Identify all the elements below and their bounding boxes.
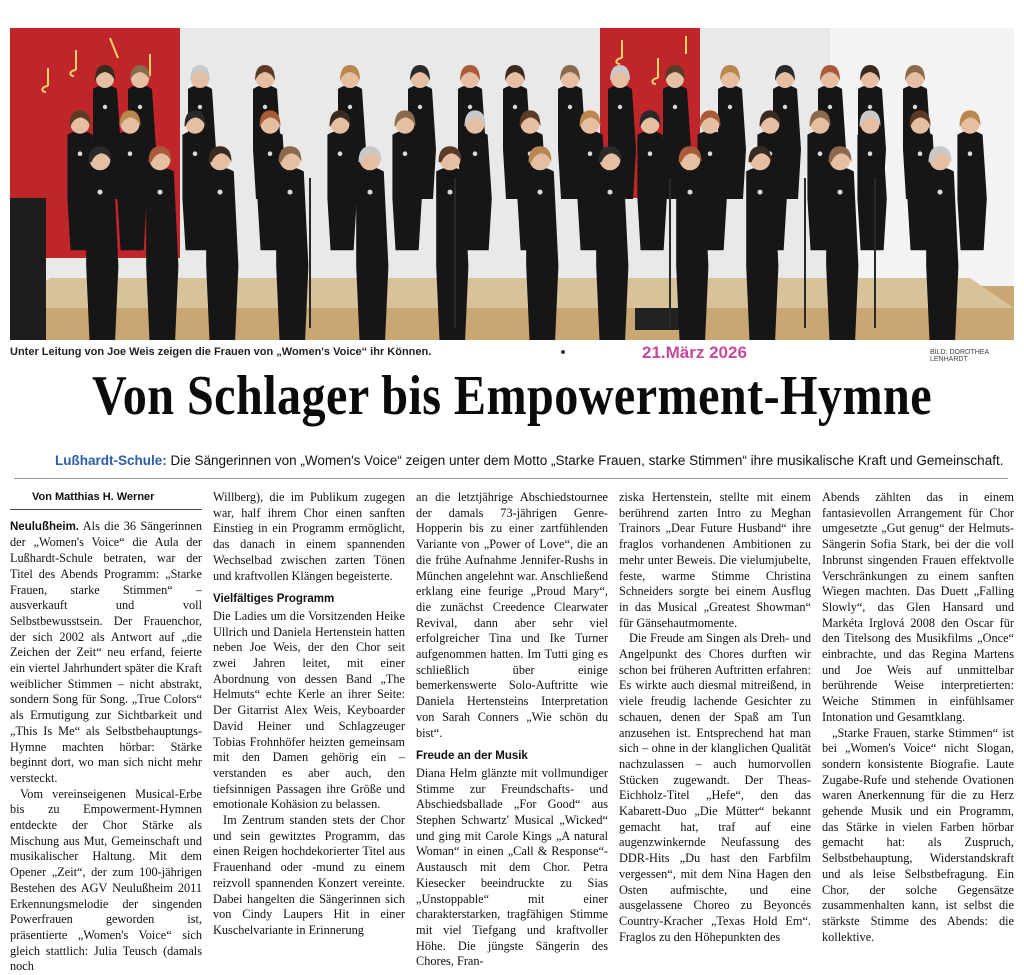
choir-singer [146,146,178,340]
choir-photo [10,28,1014,340]
paragraph: Willberg), die im Publikum zugegen war, half ihrem Chor einen sanften Einstieg in ein Programm ermöglicht, das danach in einem spannenden Wechselbad zwischen zarten Tönen und kraftvollen Klängen begeisterte. [213,490,405,583]
photo-credit: BILD: DOROTHEA LENHARDT [930,349,989,363]
choir-singer [356,146,388,340]
section-divider [14,478,1008,479]
article-subheadline [55,453,1003,468]
section-subheading: Freude an der Musik [416,750,528,763]
article-column-4 [619,490,811,945]
choir-singer [526,146,558,340]
subhead-text: Die Sängerinnen von „Women's Voice“ zeigen unter dem Motto „Starke Frauen, starke Stimmen“ ihre musikalische Kraft und Gemeinschaft. [166,453,1004,468]
choir-singer [826,146,858,340]
paragraph [10,519,202,787]
paragraph: Die Freude am Singen als Dreh- und Angelpunkt des Chores durften wir schon bei früheren Auftritten erfahren: Es wirkte auch diesmal mitreißend, in viele freudig lachende Gesichter zu schauen, denen der Spaß am Tun anzusehen ist. Entsprechend hat man sich – ohne in der klanglichen Qualität nachzulassen – auch humorvollen Stücken zugewandt. Der Theas-Eichholz-Titel „Hefe“, den das Kabarett-Duo „Die Mütter“ bekannt gemacht hat, traf auf eine augenzwinkernde Neufassung des DDR-Hits „Du hast den Farbfilm vergessen“, mit dem Nina Hagen den Osten aufmischte, und eine ausgelassene Choreo zu Beyoncés Country-Kracher „Texas Hold Em“. Fraglos zu den Höhepunkten des [619,631,811,944]
choir-singer [676,146,708,340]
section-subheading: Vielfältiges Programm [213,593,335,606]
separator-dot [561,350,565,354]
choir-singer [746,146,778,340]
dateline: Neulußheim. [10,520,80,533]
article-headline: Von Schlager bis Empowerment-Hymne [91,365,933,427]
speaker-left [10,198,46,340]
article-column-2 [213,490,405,939]
article-column-3 [416,490,608,970]
paragraph: an die letztjährige Abschiedstournee der damals 73-jährigen Genre-Hopperin bis zu einer zartfühlenden Variante von „Power of Love“, die an die frühe Aufnahme Jennifer-Rushs in München angelehnt war. Anschließend erklang eine feurige „Proud Mary“, die zunächst Creedence Clearwater Revival, dann aber sehr viel erfolgreicher Tina und Ike Turner aufgenommen hatten. Im Tutti ging es schließlich über einige bemerkenswerte Solo-Auftritte wie Daniela Hertensteins Interpretation von Sarah Conners „Wie schön du bist“. [416,490,608,740]
paragraph: Diana Helm glänzte mit vollmundiger Stimme zur Freundschafts- und Abschiedsballade „For Good“ aus Stephen Schwartz' Musical „Wicked“ und ging mit Carole Kings „A natural Woman“ in einen „Call & Response“-Austausch mit dem Chor. Petra Kiesecker beeindruckte zu Sias „Unstoppable“ mit einer charakterstarken, tragfähigen Stimme mit viel Tiefgang und kraftvoller Höhe. Die jüngste Sängerin des Chores, Fran- [416,765,608,969]
byline: Von Matthias H. Werner [10,490,202,510]
publication-date: 21.März 2026 [642,343,747,362]
choir-photo-image [10,28,1014,340]
article-column-1 [10,490,202,975]
paragraph: Im Zentrum standen stets der Chor und sein gewitztes Programm, das einen Reigen hochdekorierter Titel aus Frauenhand oder -mund zu einem reizvoll spannenden Konzert vereinte. Dabei hangelten die Sängerinnen sich von Cindy Laupers Hit in einer Kuschelvariante in Erinnerung [213,813,405,937]
choir-singer [436,146,468,340]
choir-singer [276,146,308,340]
choir-singer [926,146,958,340]
paragraph: Vom vereinseigenen Musical-Erbe bis zu Empowerment-Hymnen entdeckte der Chor Stärke als Mischung aus Mut, Gemeinschaft und musikalischer Haltung. Mit dem Opener „Zeit“, der zum 100-jährigen Bestehen des AGV Neulußheim 2011 Erkennungsmelodie der singenden Powerfrauen geworden ist, präsentierte „Women's Voice“ sich gleich stattlich: Julia Teusch (damals noch [10,786,202,974]
paragraph: ziska Hertenstein, stellte mit einem berührend zarten Intro zu Meghan Trainors „Dear Future Husband“ ihre fraglos vorhandenen Ambitionen zu mehr unter Beweis. Die vielumjubelte, feste, warme Stimme Christina Schneiders sorgte bei einem Ausflug in das Musical „Greatest Showman“ für Gänsehautmomente. [619,490,811,630]
article-column-5 [822,490,1014,945]
paragraph: Abends zählten das in einem fantasievollen Arrangement für Chor umgesetzte „Gut genug“ der Helmuts-Sängerin Sofia Stark, bei der die voll Inbrunst singenden Frauen effektvolle Verschränkungen zu einem sanften Wiegen machten. Das Duett „Falling Slowly“, das Glen Hansard und Markéta Irglová 2008 den Oscar für den Titelsong des Musikfilms „Once“ einbrachte, und das Regina Martens und Joe Weis auf unmittelbar berührende Weise interpretierten: Weiche Stimmen in einfühlsamer Intonation und Gesamtklang. [822,490,1014,724]
choir-singer [596,146,628,340]
photo-caption: Unter Leitung von Joe Weis zeigen die Frauen von „Women's Voice“ ihr Können. [10,346,432,358]
subhead-kicker: Lußhardt-Schule: [55,453,167,468]
choir-singer [206,146,238,340]
paragraph: „Starke Frauen, starke Stimmen“ ist bei „Women's Voice“ nicht Slogan, sondern konsistente Biografie. Laute Zugabe-Rufe und stehende Ovationen waren Anerkennung für die zu Herz gehende Musik und ein Programm, das Stärke in vielen Farben hörbar gemacht hat: als Zuspruch, Selbstbehauptung, Widerstandskraft und als leise Selbstbefragung. Ein Chor, der solche Gegensätze zusammenhalten kann, ist selbst die stärkste Stimme des Abends: die kollektive. [822,725,1014,944]
choir-singer [86,146,118,340]
paragraph-text: Als die 36 Sängerinnen der „Women's Voice“ die Aula der Lußhardt-Schule betraten, war der Titel des Abends Programm: „Starke Frauen, starke Stimmen“ – ausverkauft und voll Selbstbewusstsein. Der Frauenchor, der sich 2002 als Antwort auf „die Zeichen der Zeit“ neu erfand, feierte ein viertel Jahrhundert später die Kraft weiblicher Stimmen – nicht abstrakt, sondern Song für Song. „True Colors“ als Ermutigung zur Sichtbarkeit und „This Is Me“ als Selbstbehauptungs-Hymne machten hörbar: Stärke beginnt dort, wo man sich nicht mehr versteckt. [10,518,202,785]
paragraph: Die Ladies um die Vorsitzenden Heike Ullrich und Daniela Hertenstein hatten neben Joe Weis, der den Chor seit zwei Jahren leitet, mit einer Abordnung von dessen Band „The Helmuts“ echte Kerle an ihrer Seite: Der Gitarrist Alex Weis, Keyboarder David Heiner und Schlagzeuger Tobias Frohnhöfer heizten gemeinsam mit den Damen gehörig ein – verstanden es aber auch, den tiefsinnigen Passagen ihre Größe und emotionale Kohäsion zu belassen. [213,608,405,812]
